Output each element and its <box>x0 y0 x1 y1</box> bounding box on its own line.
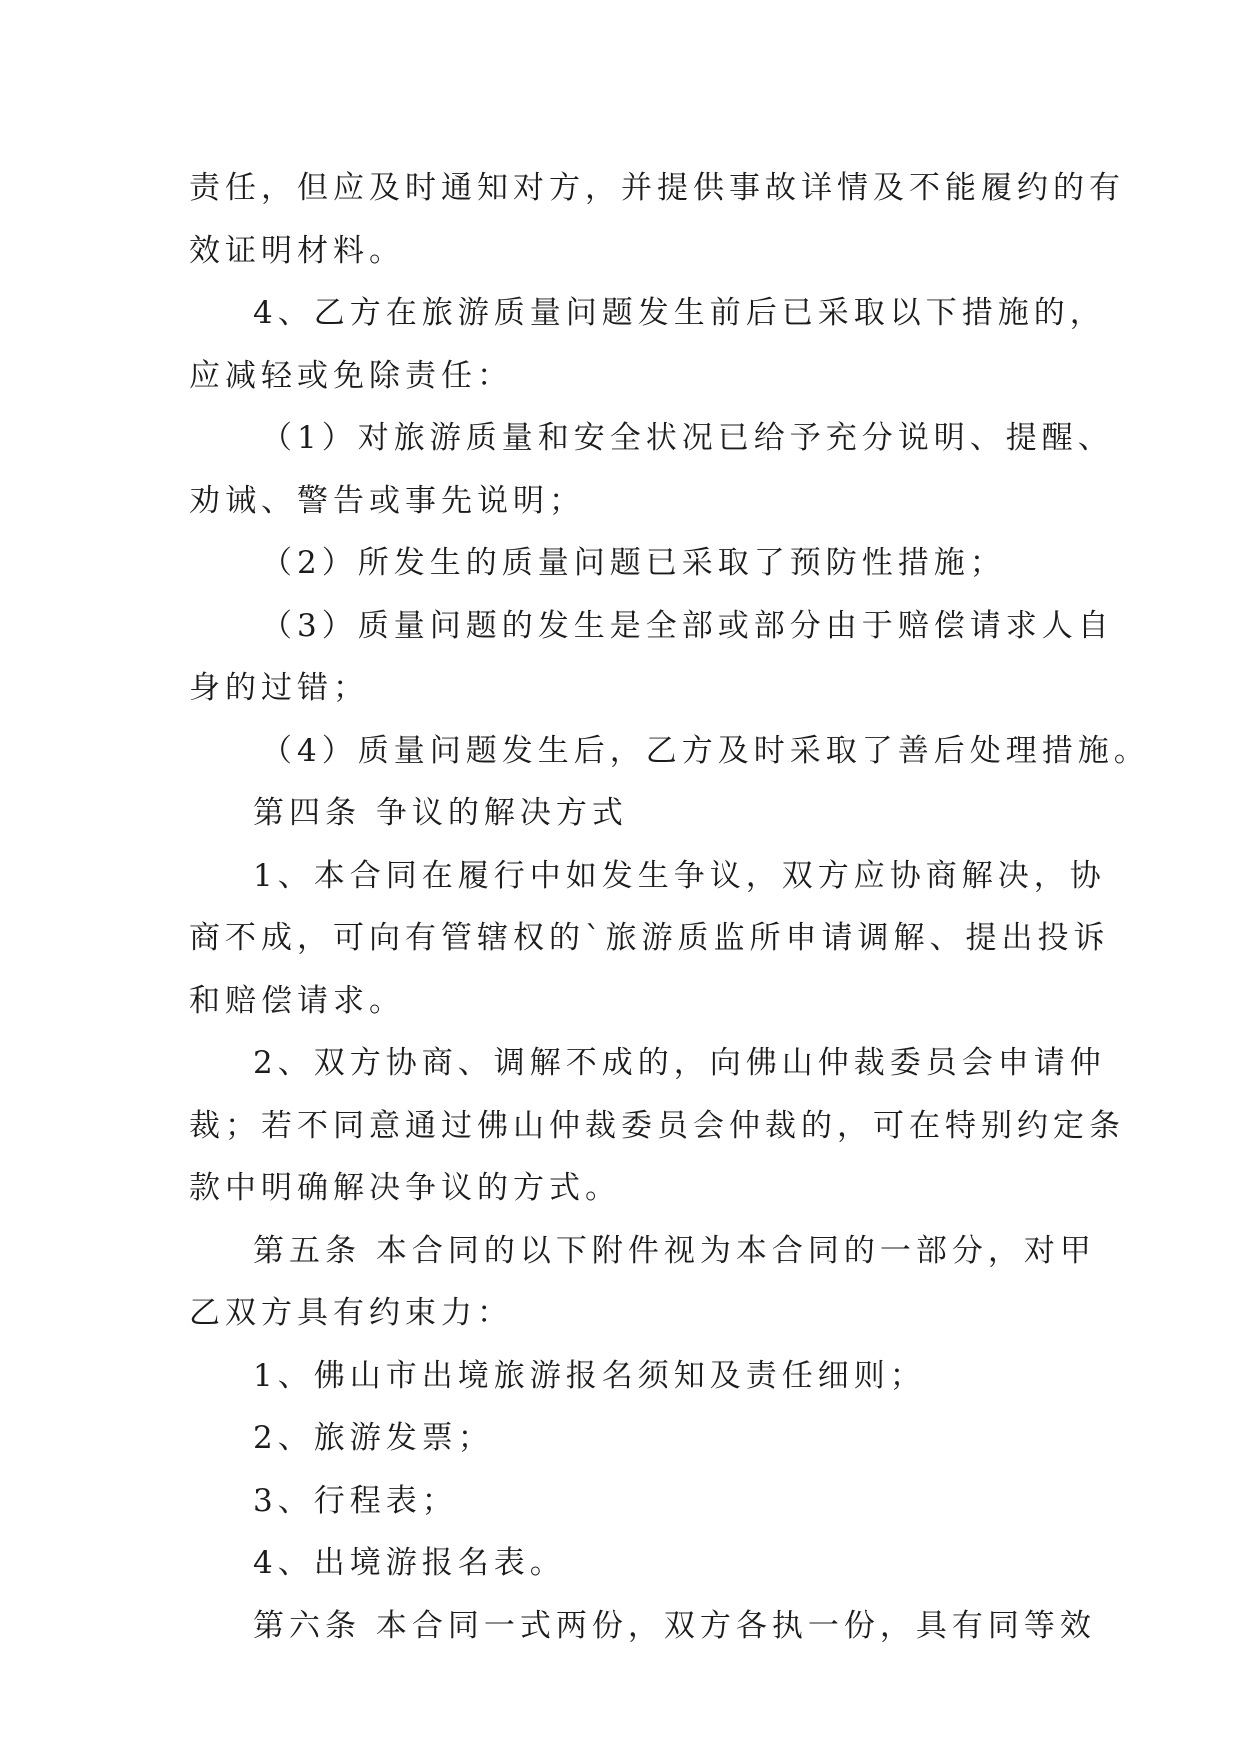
text-line: （3）质量问题的发生是全部或部分由于赔偿请求人自 <box>261 607 1114 644</box>
text-line: 4、出境游报名表。 <box>253 1545 566 1581</box>
text-line: 和赔偿请求。 <box>189 982 405 1019</box>
text-line: 3、行程表； <box>253 1482 458 1519</box>
text-line: 4、乙方在旅游质量问题发生前后已采取以下措施的， <box>253 295 1106 331</box>
text-line: 1、本合同在履行中如发生争议，双方应协商解决，协 <box>253 857 1106 894</box>
text-line: 应减轻或免除责任： <box>189 357 513 394</box>
text-line: 商不成，可向有管辖权的`旅游质监所申请调解、提出投诉 <box>189 920 1110 956</box>
text-line: 第五条 本合同的以下附件视为本合同的一部分，对甲 <box>253 1232 1096 1269</box>
text-line: （4）质量问题发生后，乙方及时采取了善后处理措施。 <box>261 732 1150 769</box>
text-line: 劝诫、警告或事先说明； <box>189 482 585 519</box>
text-line: 2、双方协商、调解不成的，向佛山仲裁委员会申请仲 <box>253 1045 1106 1081</box>
text-line: 款中明确解决争议的方式。 <box>189 1170 621 1206</box>
text-line: 乙双方具有约束力： <box>189 1295 513 1331</box>
text-line: 1、佛山市出境旅游报名须知及责任细则； <box>253 1357 926 1394</box>
text-line: 身的过错； <box>189 670 369 706</box>
text-line: 第四条 争议的解决方式 <box>253 795 628 831</box>
contract-body-text <box>189 157 1150 1657</box>
text-line: 裁；若不同意通过佛山仲裁委员会仲裁的，可在特别约定条 <box>189 1107 1125 1144</box>
text-line: 责任，但应及时通知对方，并提供事故详情及不能履约的有 <box>189 170 1125 206</box>
text-line: 2、旅游发票； <box>253 1420 494 1456</box>
text-line: （1）对旅游质量和安全状况已给予充分说明、提醒、 <box>261 420 1114 456</box>
text-line: （2）所发生的质量问题已采取了预防性措施； <box>261 545 1006 581</box>
text-line: 效证明材料。 <box>189 232 405 269</box>
text-line: 第六条 本合同一式两份，双方各执一份，具有同等效 <box>253 1607 1096 1644</box>
